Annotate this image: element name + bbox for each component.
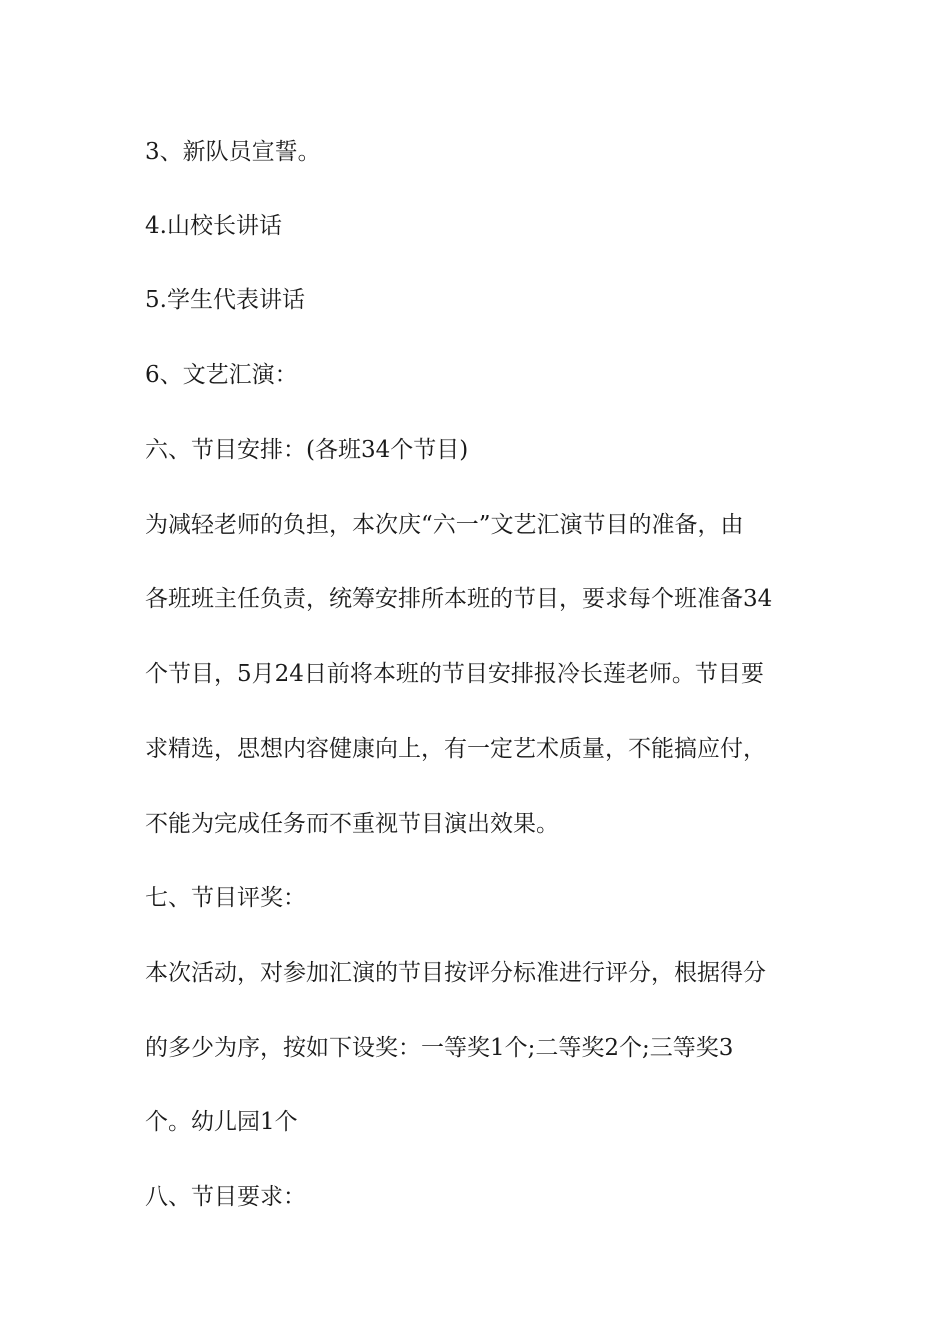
paragraph-line: 个。幼儿园1个	[145, 1109, 298, 1135]
list-item-principal-speech: 4.山校长讲话	[145, 213, 282, 239]
section-heading-requirements: 八、节目要求：	[145, 1184, 306, 1210]
paragraph-line: 的多少为序，按如下设奖：一等奖1个;二等奖2个;三等奖3	[145, 1035, 734, 1061]
list-item-oath: 3、新队员宣誓。	[145, 139, 321, 165]
section-heading-awards: 七、节目评奖：	[145, 885, 306, 911]
paragraph-line: 求精选，思想内容健康向上，有一定艺术质量，不能搞应付，	[145, 736, 766, 762]
paragraph-line: 不能为完成任务而不重视节目演出效果。	[145, 811, 559, 837]
list-item-student-speech: 5.学生代表讲话	[145, 287, 305, 313]
paragraph-line: 各班班主任负责，统筹安排所本班的节目，要求每个班准备34	[145, 586, 773, 612]
paragraph-line: 为减轻老师的负担，本次庆“六一”文艺汇演节目的准备，由	[145, 512, 744, 538]
paragraph-line: 本次活动，对参加汇演的节目按评分标准进行评分，根据得分	[145, 960, 766, 986]
list-item-performance: 6、文艺汇演：	[145, 362, 298, 388]
section-heading-program-arrangement: 六、节目安排：(各班34个节目)	[145, 437, 469, 463]
paragraph-line: 个节目，5月24日前将本班的节目安排报冷长莲老师。节目要	[145, 661, 764, 687]
